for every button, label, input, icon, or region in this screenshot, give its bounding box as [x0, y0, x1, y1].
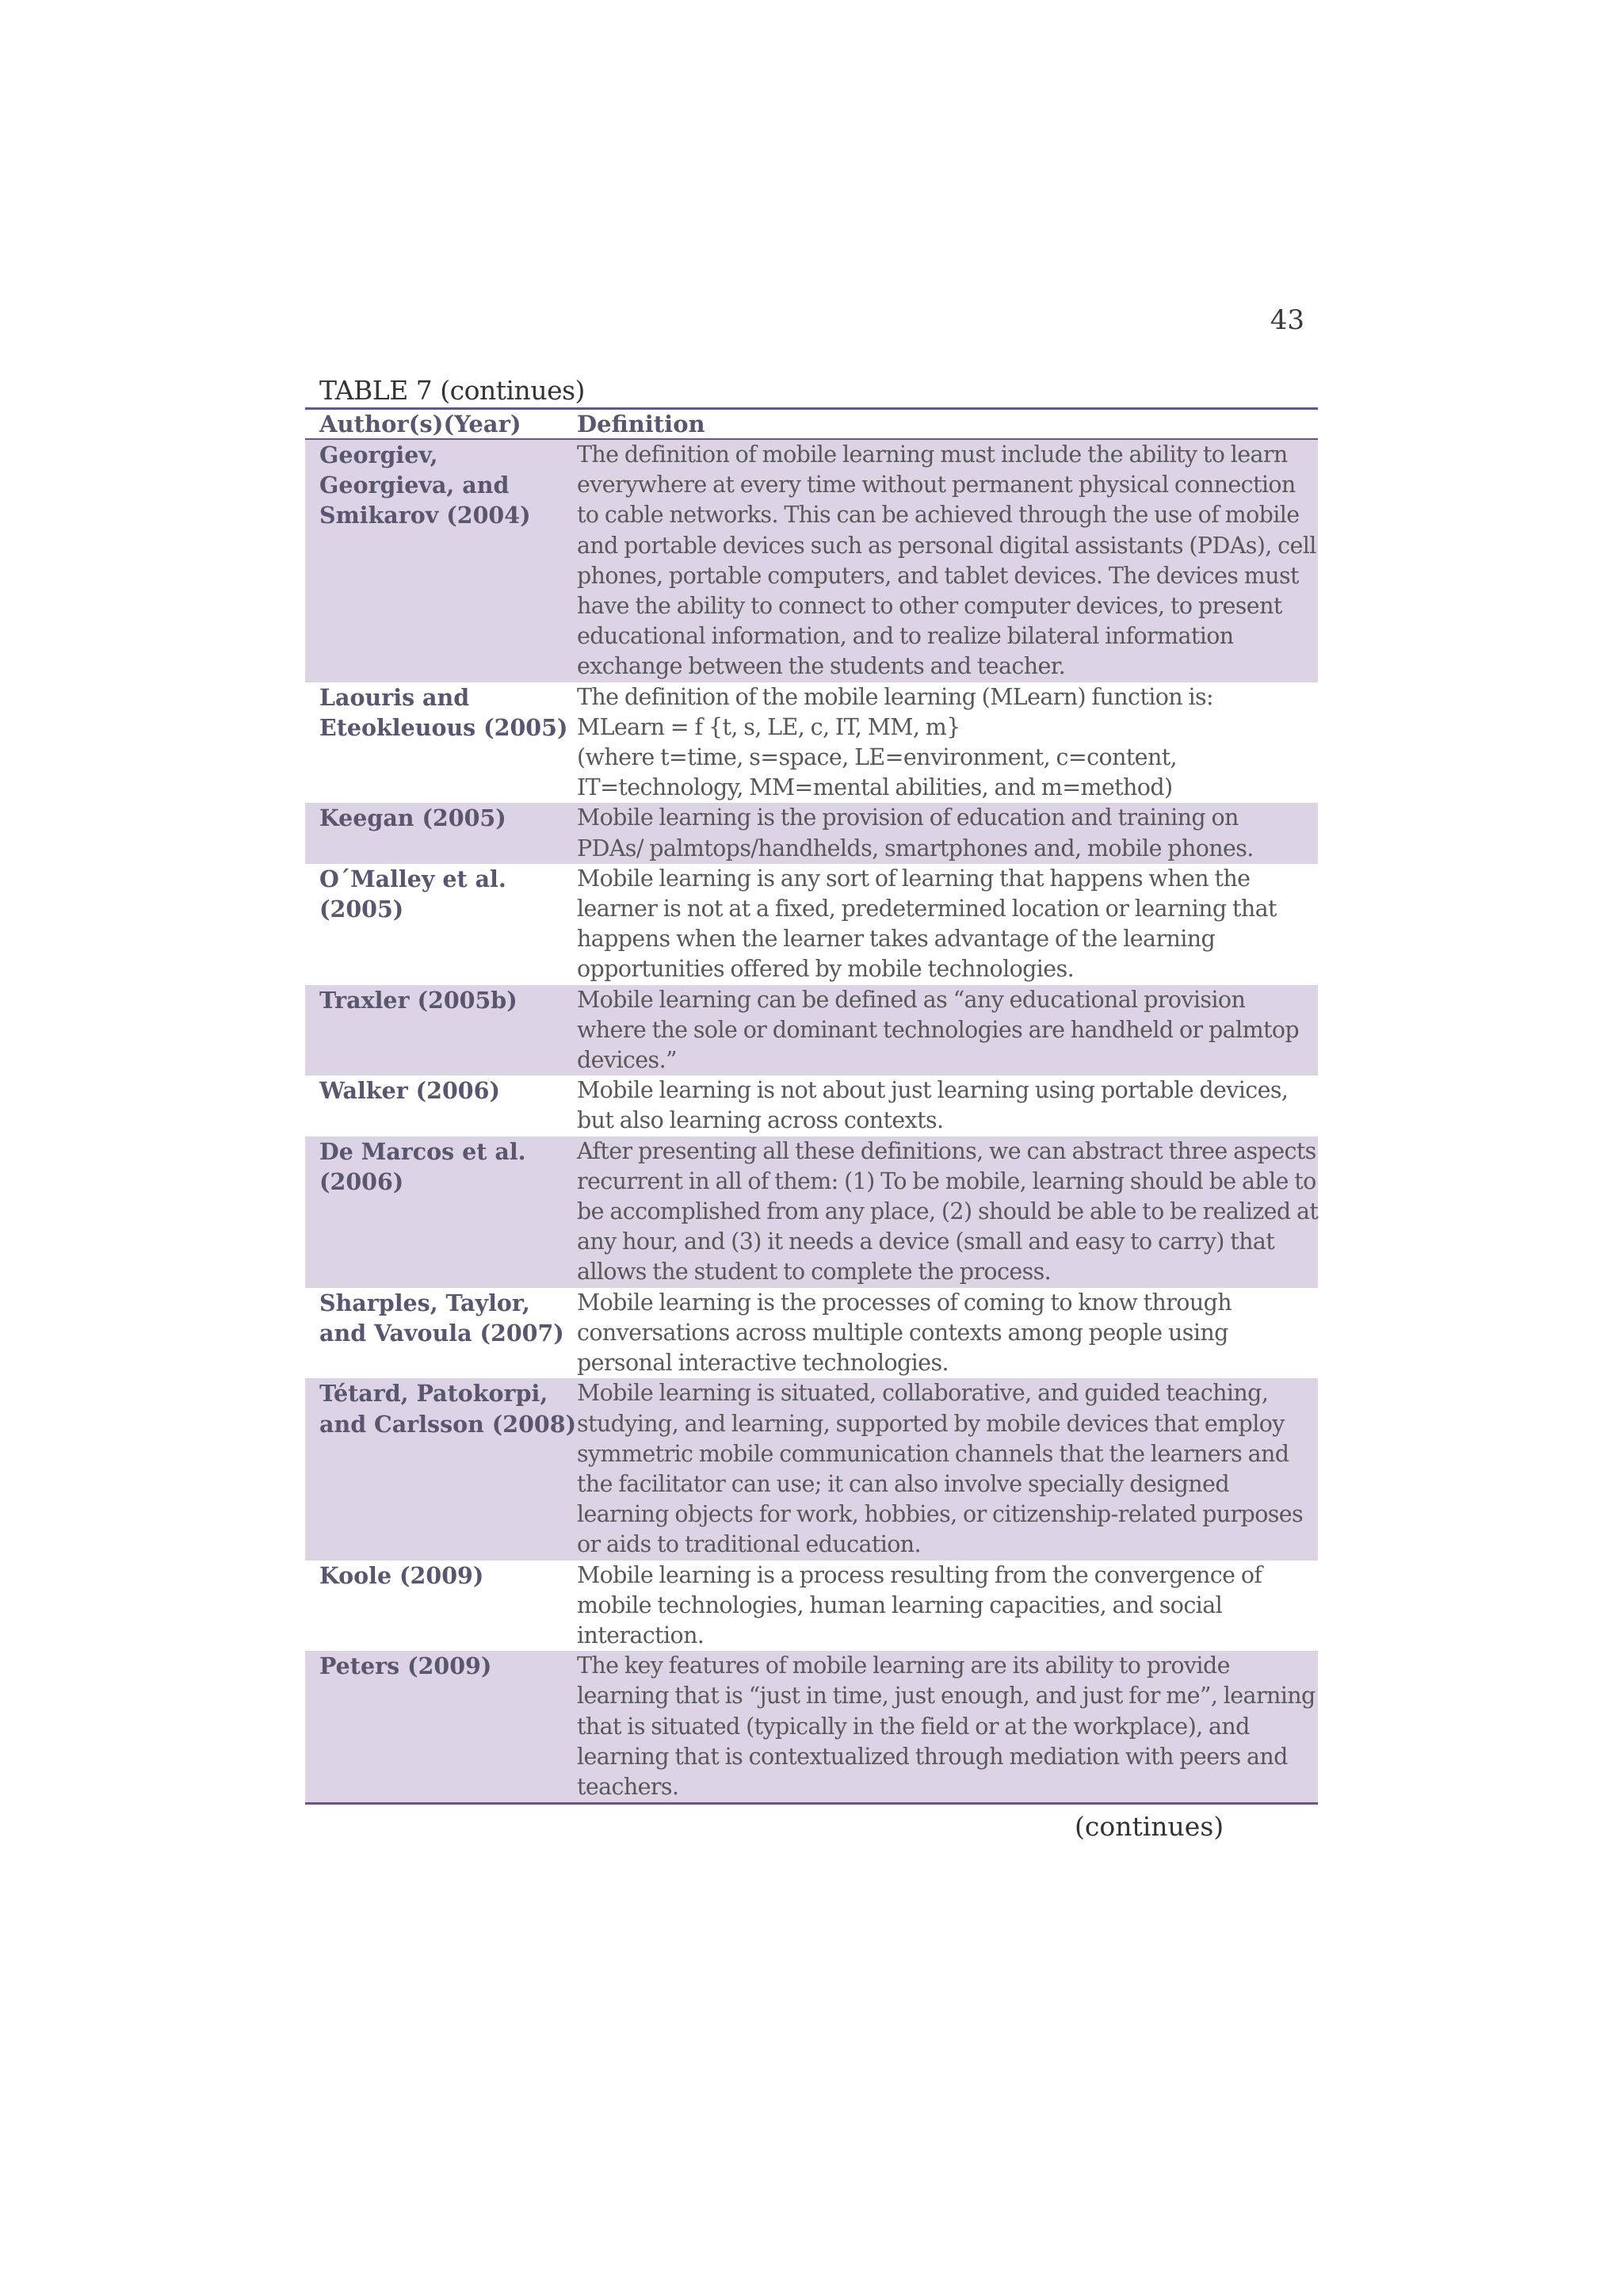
definition-line: interaction. [577, 1622, 705, 1648]
row-definition [577, 864, 1318, 985]
header-definition: Definition [577, 411, 705, 437]
definition-line: learning that is “just in time, just enough, and just for me”, learning [577, 1683, 1316, 1710]
row-author [305, 1137, 577, 1288]
table-row [305, 1651, 1318, 1802]
table-row [305, 440, 1318, 682]
row-definition [577, 1378, 1318, 1560]
header-author: Author(s)(Year) [319, 411, 521, 437]
definition-line: The definition of mobile learning must include the ability to learn [577, 441, 1288, 468]
definition-line: Mobile learning is situated, collaborative, and guided teaching, [577, 1380, 1269, 1407]
definition-line: Mobile learning is the processes of coming to know through [577, 1289, 1232, 1316]
row-definition [577, 440, 1321, 682]
definition-line: Mobile learning is not about just learning using portable devices, [577, 1077, 1289, 1104]
row-author [305, 803, 577, 863]
definition-line: PDAs/ palmtops/handhelds, smartphones and, mobile phones. [577, 835, 1254, 861]
definition-line: teachers. [577, 1773, 679, 1800]
row-definition [577, 1075, 1318, 1136]
definition-line: the facilitator can use; it can also involve specially designed [577, 1470, 1229, 1497]
row-author [305, 985, 577, 1076]
definition-line: Mobile learning is any sort of learning that happens when the [577, 865, 1251, 892]
author-line: Koole (2009) [319, 1561, 484, 1589]
definition-line: The key features of mobile learning are its ability to provide [577, 1652, 1230, 1679]
continues-label: (continues) [1075, 1811, 1224, 1842]
table-row [305, 1561, 1318, 1652]
definition-line: IT=technology, MM=mental abilities, and m=method) [577, 774, 1173, 801]
author-line: Laouris and [319, 683, 470, 711]
definition-line: Mobile learning can be defined as “any educational provision [577, 986, 1246, 1013]
definition-line: or aids to traditional education. [577, 1531, 921, 1558]
definition-line: to cable networks. This can be achieved through the use of mobile [577, 502, 1300, 529]
definitions-table [305, 374, 1318, 1805]
definition-line: studying, and learning, supported by mobile devices that employ [577, 1410, 1285, 1437]
author-line: Keegan (2005) [319, 804, 506, 832]
definition-line: and portable devices such as personal digital assistants (PDAs), cell [577, 532, 1316, 559]
row-author [305, 1561, 577, 1652]
definition-line: MLearn = f {t, s, LE, c, IT, MM, m} [577, 713, 960, 740]
page-number: 43 [1270, 304, 1304, 336]
row-author [305, 1378, 577, 1560]
author-line: Traxler (2005b) [319, 986, 517, 1014]
row-author [305, 1651, 577, 1802]
table-row [305, 803, 1318, 863]
definition-line: The definition of the mobile learning (MLearn) function is: [577, 683, 1214, 710]
definition-line: be accomplished from any place, (2) should be able to be realized at [577, 1198, 1319, 1225]
author-line: Peters (2009) [319, 1652, 492, 1680]
row-author [305, 864, 577, 985]
row-definition [577, 1288, 1318, 1379]
definition-line: learning objects for work, hobbies, or citizenship-related purposes [577, 1501, 1304, 1528]
definition-line: (where t=time, s=space, LE=environment, c=content, [577, 744, 1178, 771]
author-line: Georgiev, [319, 441, 438, 468]
author-line: Tétard, Patokorpi, [319, 1380, 548, 1408]
row-definition [577, 803, 1318, 863]
row-definition [577, 1137, 1323, 1288]
definition-line: devices.” [577, 1047, 678, 1074]
row-definition [577, 985, 1318, 1076]
definition-line: educational information, and to realize bilateral information [577, 623, 1234, 650]
definition-line: conversations across multiple contexts among people using [577, 1319, 1228, 1346]
table-row [305, 1288, 1318, 1379]
row-author [305, 682, 577, 804]
row-author [305, 1075, 577, 1136]
row-definition [577, 682, 1318, 804]
table-row [305, 1075, 1318, 1136]
definition-line: but also learning across contexts. [577, 1107, 944, 1134]
table-row [305, 1378, 1318, 1560]
table-header-row [305, 410, 1318, 440]
author-line: (2006) [319, 1167, 404, 1195]
author-line: Eteokleuous (2005) [319, 713, 568, 741]
author-line: O´Malley et al. [319, 865, 506, 892]
row-author [305, 1288, 577, 1379]
definition-line: recurrent in all of them: (1) To be mobile, learning should be able to [577, 1167, 1316, 1194]
table-body [305, 440, 1318, 1802]
definition-line: allows the student to complete the process. [577, 1259, 1052, 1286]
author-line: Georgieva, and [319, 472, 510, 499]
author-line: Smikarov (2004) [319, 502, 531, 529]
table-caption: TABLE 7 (continues) [319, 375, 585, 406]
row-definition [577, 1561, 1318, 1652]
definition-line: everywhere at every time without permanent physical connection [577, 472, 1296, 499]
definition-line: exchange between the students and teacher. [577, 653, 1066, 680]
author-line: Walker (2006) [319, 1077, 500, 1105]
table-row [305, 682, 1318, 804]
table-row [305, 864, 1318, 985]
table-bottom-rule [305, 1802, 1318, 1805]
definition-line: mobile technologies, human learning capacities, and social [577, 1591, 1223, 1618]
definition-line: Mobile learning is the provision of education and training on [577, 804, 1239, 831]
definition-line: personal interactive technologies. [577, 1350, 949, 1377]
author-line: Sharples, Taylor, [319, 1289, 530, 1316]
definition-line: symmetric mobile communication channels that the learners and [577, 1440, 1289, 1467]
definition-line: After presenting all these definitions, we can abstract three aspects [577, 1137, 1316, 1164]
definition-line: phones, portable computers, and tablet devices. The devices must [577, 562, 1299, 589]
table-row [305, 985, 1318, 1076]
definition-line: learner is not at a fixed, predetermined location or learning that [577, 896, 1277, 923]
definition-line: that is situated (typically in the field or at the workplace), and [577, 1713, 1250, 1740]
definition-line: learning that is contextualized through mediation with peers and [577, 1743, 1288, 1770]
row-author [305, 440, 577, 682]
author-line: (2005) [319, 896, 404, 923]
definition-line: happens when the learner takes advantage of the learning [577, 926, 1216, 953]
author-line: De Marcos et al. [319, 1137, 526, 1165]
row-definition [577, 1651, 1320, 1802]
author-line: and Vavoula (2007) [319, 1319, 564, 1347]
definition-line: Mobile learning is a process resulting from the convergence of [577, 1561, 1262, 1588]
definition-line: have the ability to connect to other computer devices, to present [577, 593, 1282, 620]
definition-line: opportunities offered by mobile technologies. [577, 956, 1075, 983]
definition-line: any hour, and (3) it needs a device (small and easy to carry) that [577, 1228, 1275, 1255]
table-row [305, 1137, 1318, 1288]
author-line: and Carlsson (2008) [319, 1410, 577, 1438]
definition-line: where the sole or dominant technologies are handheld or palmtop [577, 1016, 1300, 1043]
